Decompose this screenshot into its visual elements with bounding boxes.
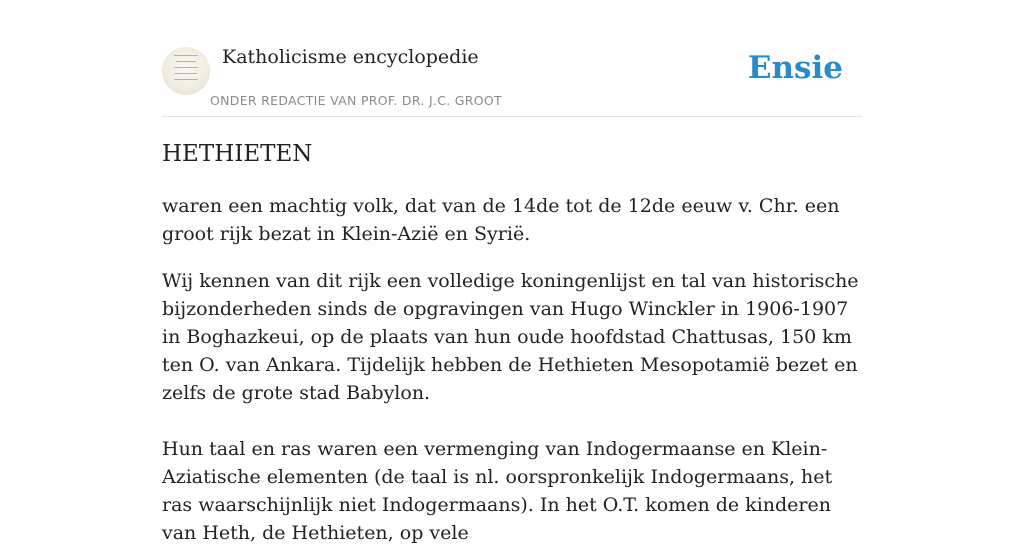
editor-credit: ONDER REDACTIE VAN PROF. DR. J.C. GROOT [210,93,502,108]
article-paragraph: waren een machtig volk, dat van de 14de tot de 12de eeuw v. Chr. een groot rijk bezat in Klein-Azië en Syrië. [162,195,840,245]
article-paragraph: Wij kennen van dit rijk een volledige koningenlijst en tal van historische bijzonderheden sinds de opgravingen van Hugo Winckler in 1906-1907 in Boghazkeui, op de plaats van hun oude hoofdstad Chattusas, 150 km ten O. van Ankara. Tijdelijk hebben de Hethieten Mesopotamië bezet en zelfs de grote stad Babylon. [162,270,859,404]
article [162,138,862,547]
article-paragraph: Hun taal en ras waren een vermenging van Indogermaanse en Klein-Aziatische elementen (de taal is nl. oorspronkelijk Indogermaans, het ras waarschijnlijk niet Indogermaans). In het O.T. komen de kinderen van Heth, de Hethieten, op vele [162,438,833,544]
book-title[interactable]: Katholicisme encyclopedie [222,46,479,68]
ensie-logo[interactable]: Ensie [747,50,843,86]
article-headword: HETHIETEN [162,141,313,167]
site-header [162,44,862,117]
book-cover-icon[interactable] [162,47,210,95]
